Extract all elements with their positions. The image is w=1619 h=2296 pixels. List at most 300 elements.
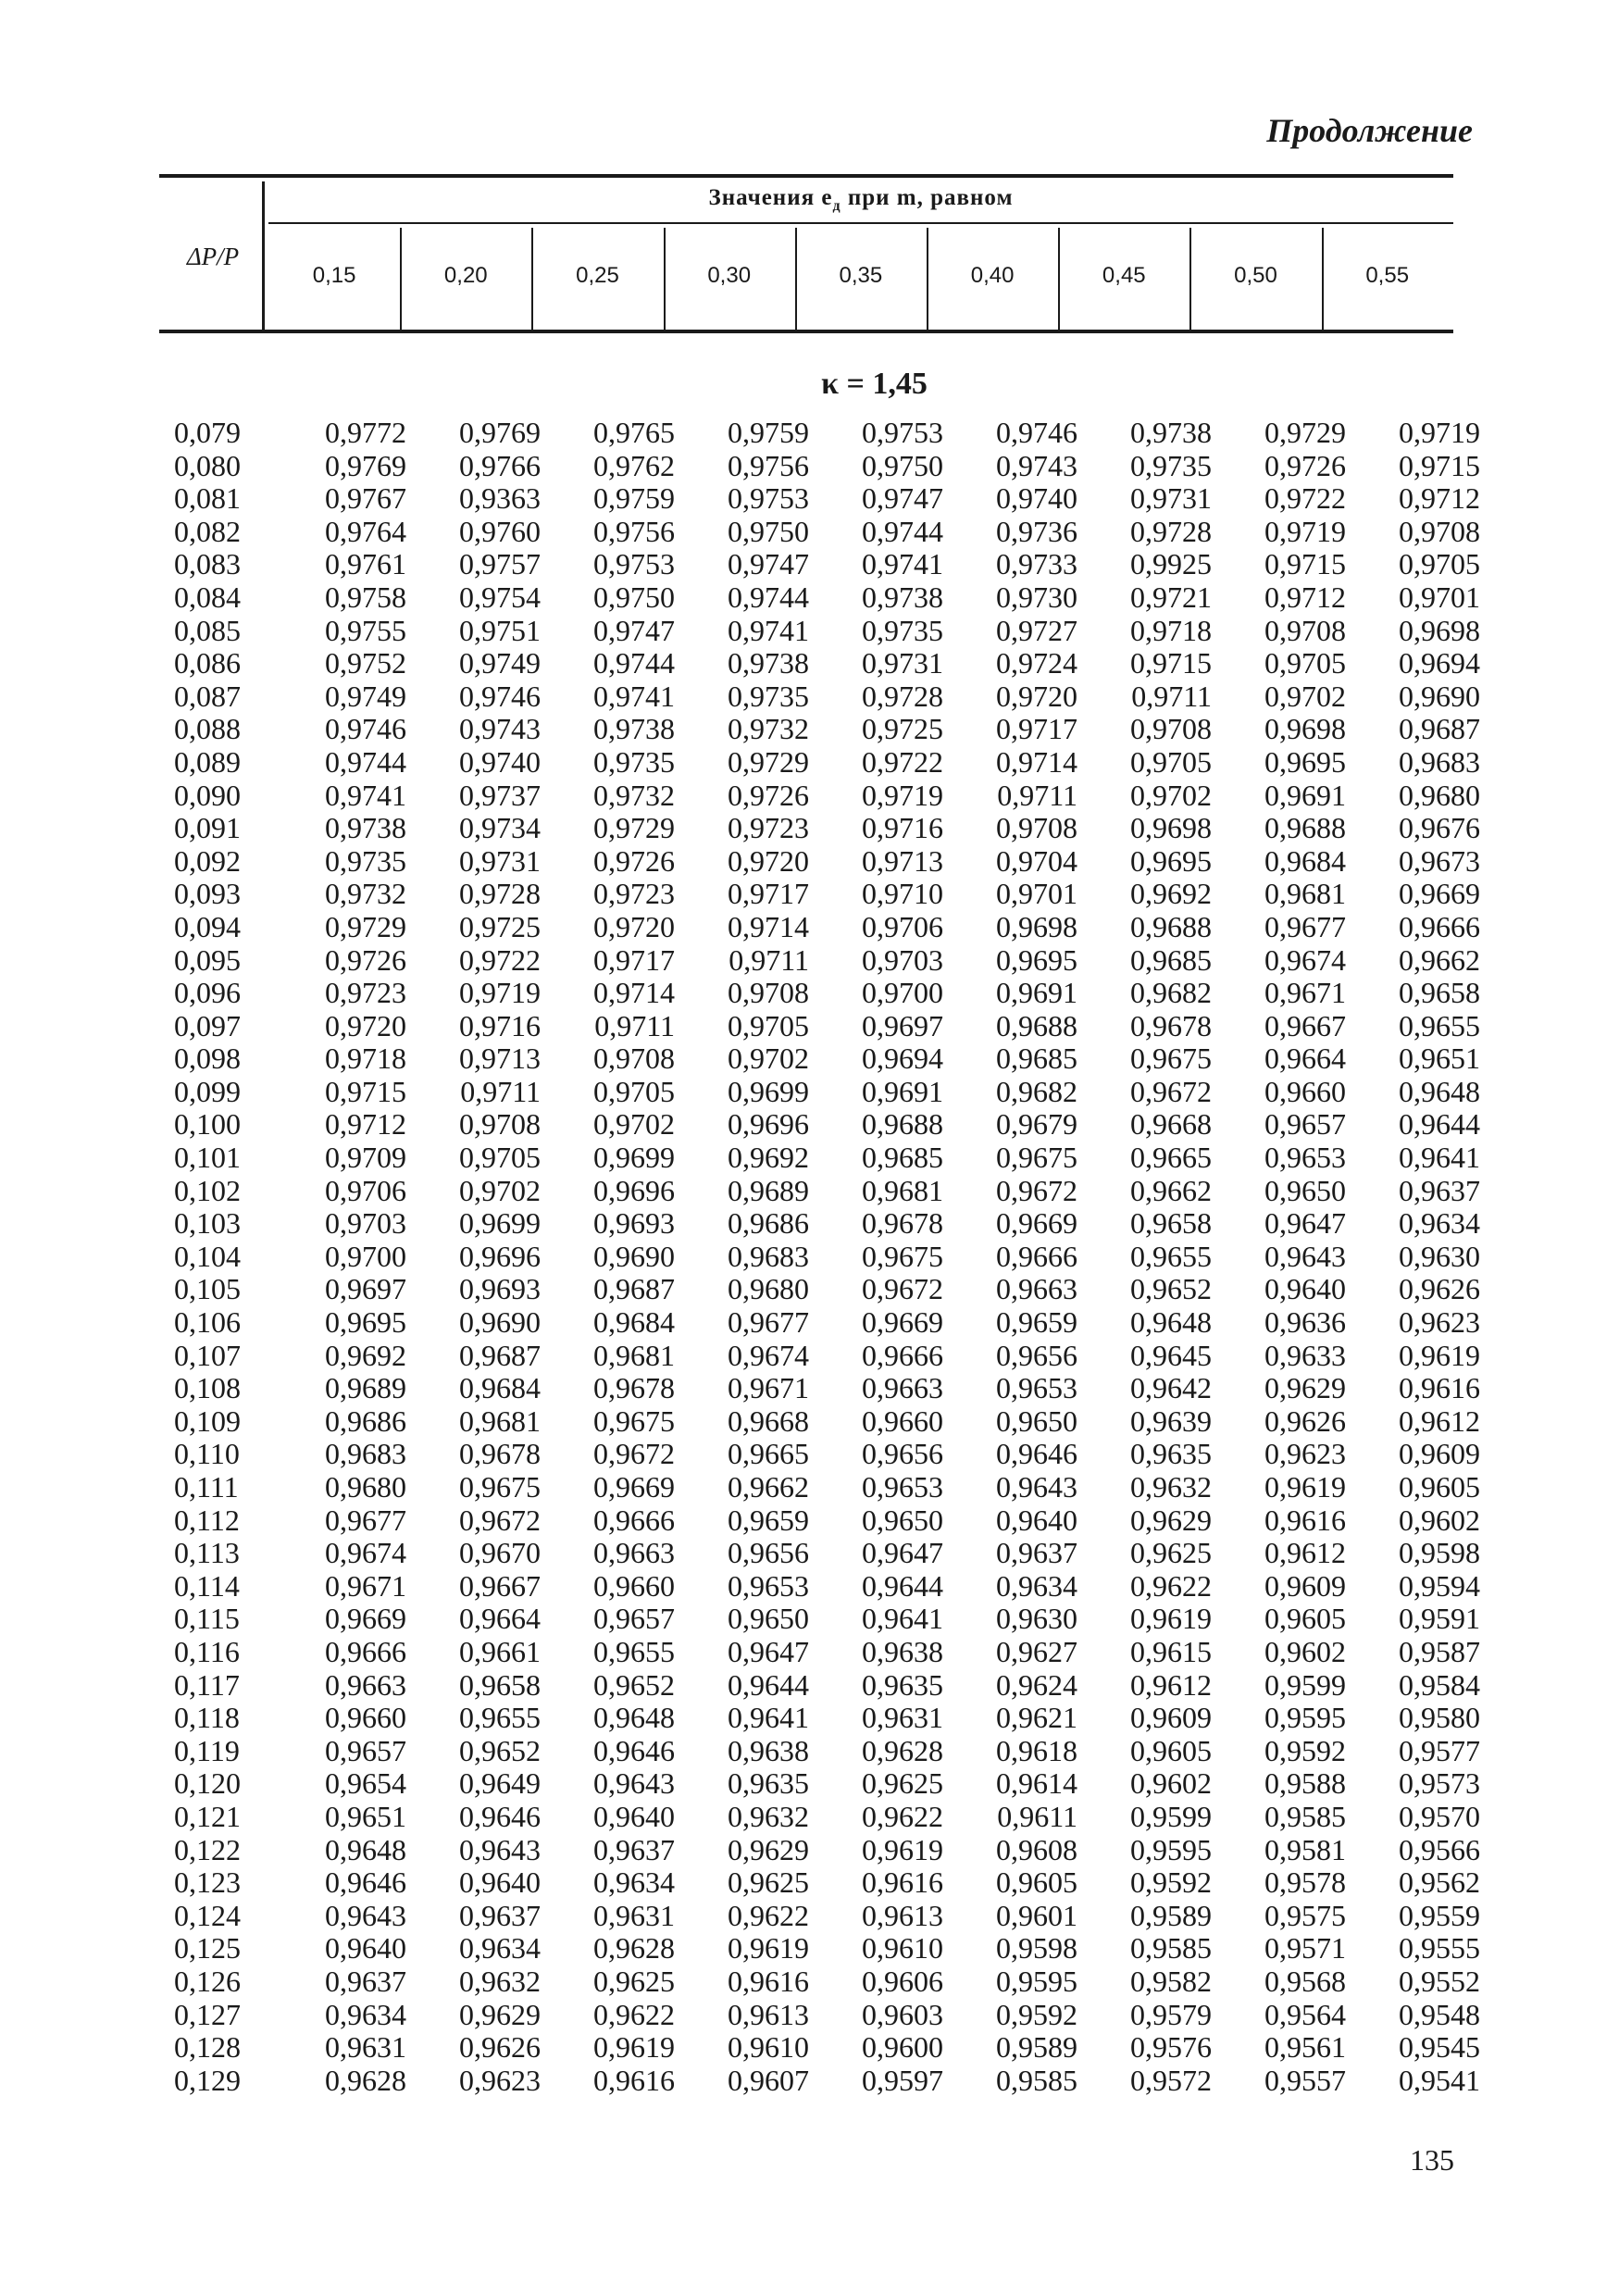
table-cell: 0,9655 <box>1130 1239 1212 1273</box>
table-cell: 0,9743 <box>996 448 1077 482</box>
table-cell: 0,9756 <box>728 448 809 482</box>
table-cell: 0,9695 <box>1264 744 1346 779</box>
table-cell: 0,9750 <box>728 514 809 548</box>
table-row <box>167 1471 1480 1504</box>
table-cell: 0,9720 <box>996 679 1077 713</box>
table-cell: 0,9647 <box>862 1536 943 1570</box>
table-cell: 0,9699 <box>593 1141 675 1175</box>
row-label: 0,126 <box>174 1964 241 1998</box>
table-cell: 0,9685 <box>996 1042 1077 1076</box>
table-cell: 0,9666 <box>325 1634 406 1668</box>
table-cell: 0,9695 <box>1130 843 1212 878</box>
table-cell: 0,9675 <box>1130 1042 1212 1076</box>
table-cell: 0,9594 <box>1399 1568 1480 1603</box>
row-label: 0,108 <box>174 1371 241 1405</box>
table-cell: 0,9715 <box>1130 646 1212 680</box>
table-cell: 0,9632 <box>1130 1470 1212 1504</box>
table-cell: 0,9606 <box>862 1964 943 1998</box>
table-cell: 0,9740 <box>459 744 541 779</box>
column-divider <box>664 228 666 330</box>
table-cell: 0,9697 <box>862 1008 943 1042</box>
row-label: 0,116 <box>174 1634 240 1668</box>
table-row <box>167 1142 1480 1175</box>
table-cell: 0,9692 <box>1130 877 1212 911</box>
table-cell: 0,9637 <box>459 1898 541 1932</box>
table-cell: 0,9723 <box>325 976 406 1010</box>
table-cell: 0,9744 <box>593 646 675 680</box>
table-cell: 0,9644 <box>1399 1107 1480 1142</box>
table-cell: 0,9701 <box>996 877 1077 911</box>
table-cell: 0,9719 <box>1399 416 1480 449</box>
column-header: 0,25 <box>576 263 619 288</box>
table-row <box>167 581 1480 615</box>
table-cell: 0,9651 <box>325 1799 406 1833</box>
table-cell: 0,9662 <box>1130 1173 1212 1207</box>
table-cell: 0,9652 <box>459 1733 541 1767</box>
row-label: 0,093 <box>174 877 241 911</box>
table-row <box>167 1932 1480 1965</box>
table-cell: 0,9685 <box>862 1141 943 1175</box>
row-label: 0,106 <box>174 1305 241 1340</box>
table-cell: 0,9686 <box>728 1206 809 1241</box>
row-label: 0,114 <box>174 1568 240 1603</box>
table-cell: 0,9705 <box>1264 646 1346 680</box>
stub-header: ΔP/P <box>186 243 240 270</box>
row-label: 0,119 <box>174 1733 240 1767</box>
table-cell: 0,9672 <box>862 1272 943 1306</box>
table-row <box>167 1669 1480 1703</box>
table-cell: 0,9570 <box>1399 1799 1480 1833</box>
table-cell: 0,9610 <box>862 1931 943 1965</box>
table-cell: 0,9749 <box>459 646 541 680</box>
column-header: 0,15 <box>312 263 356 288</box>
row-label: 0,103 <box>174 1206 241 1241</box>
row-label: 0,104 <box>174 1239 241 1273</box>
table-row <box>167 548 1480 581</box>
row-label: 0,096 <box>174 976 241 1010</box>
table-cell: 0,9675 <box>593 1404 675 1438</box>
table-cell: 0,9663 <box>996 1272 1077 1306</box>
column-divider <box>927 228 928 330</box>
table-cell: 0,9719 <box>862 778 943 812</box>
table-row <box>167 944 1480 978</box>
table-cell: 0,9641 <box>728 1701 809 1735</box>
table-cell: 0,9714 <box>593 976 675 1010</box>
table-cell: 0,9648 <box>325 1832 406 1866</box>
column-divider <box>1322 228 1324 330</box>
table-cell: 0,9684 <box>459 1371 541 1405</box>
table-cell: 0,9541 <box>1399 2063 1480 2097</box>
row-label: 0,083 <box>174 547 241 581</box>
row-label: 0,105 <box>174 1272 241 1306</box>
table-cell: 0,9602 <box>1130 1766 1212 1801</box>
table-cell: 0,9702 <box>459 1173 541 1207</box>
table-cell: 0,9638 <box>862 1634 943 1668</box>
table-cell: 0,9638 <box>728 1733 809 1767</box>
table-cell: 0,9602 <box>1264 1634 1346 1668</box>
table-cell: 0,9629 <box>459 1997 541 2031</box>
table-cell: 0,9750 <box>862 448 943 482</box>
table-cell: 0,9711 <box>460 1074 541 1108</box>
table-cell: 0,9664 <box>459 1602 541 1636</box>
table-cell: 0,9711 <box>594 1008 675 1042</box>
table-row <box>167 1537 1480 1570</box>
table-row <box>167 615 1480 648</box>
table-cell: 0,9628 <box>325 2063 406 2097</box>
table-cell: 0,9723 <box>728 811 809 845</box>
table-cell: 0,9672 <box>996 1173 1077 1207</box>
table-cell: 0,9731 <box>862 646 943 680</box>
table-cell: 0,9706 <box>862 909 943 943</box>
table-cell: 0,9648 <box>1130 1305 1212 1340</box>
table-cell: 0,9661 <box>459 1634 541 1668</box>
table-cell: 0,9663 <box>325 1667 406 1702</box>
table-cell: 0,9625 <box>593 1964 675 1998</box>
table-cell: 0,9736 <box>996 514 1077 548</box>
table-cell: 0,9696 <box>728 1107 809 1142</box>
table-cell: 0,9555 <box>1399 1931 1480 1965</box>
table-cell: 0,9644 <box>728 1667 809 1702</box>
table-cell: 0,9680 <box>325 1470 406 1504</box>
table-cell: 0,9637 <box>593 1832 675 1866</box>
table-row <box>167 1010 1480 1043</box>
table-cell: 0,9717 <box>996 712 1077 746</box>
row-label: 0,122 <box>174 1832 241 1866</box>
table-cell: 0,9754 <box>459 580 541 614</box>
table-cell: 0,9744 <box>862 514 943 548</box>
table-cell: 0,9691 <box>1264 778 1346 812</box>
table-cell: 0,9602 <box>1399 1503 1480 1537</box>
table-cell: 0,9698 <box>1130 811 1212 845</box>
table-header-bottom-rule <box>159 330 1453 333</box>
table-cell: 0,9708 <box>459 1107 541 1142</box>
span-header-text: Значения e <box>708 185 833 210</box>
table-cell: 0,9666 <box>1399 909 1480 943</box>
table-cell: 0,9666 <box>593 1503 675 1537</box>
table-row <box>167 845 1480 879</box>
table-row <box>167 1999 1480 2032</box>
table-cell: 0,9708 <box>593 1042 675 1076</box>
table-cell: 0,9625 <box>862 1766 943 1801</box>
table-row <box>167 1175 1480 1208</box>
table-cell: 0,9680 <box>728 1272 809 1306</box>
table-cell: 0,9729 <box>728 744 809 779</box>
table-cell: 0,9669 <box>325 1602 406 1636</box>
table-cell: 0,9766 <box>459 448 541 482</box>
table-cell: 0,9612 <box>1399 1404 1480 1438</box>
table-row <box>167 1702 1480 1735</box>
table-cell: 0,9746 <box>325 712 406 746</box>
table-row <box>167 680 1480 714</box>
table-row <box>167 1405 1480 1439</box>
table-cell: 0,9708 <box>1264 613 1346 647</box>
table-cell: 0,9648 <box>593 1701 675 1735</box>
table-cell: 0,9734 <box>459 811 541 845</box>
table-cell: 0,9631 <box>593 1898 675 1932</box>
row-label: 0,095 <box>174 942 241 977</box>
table-cell: 0,9760 <box>459 514 541 548</box>
table-cell: 0,9733 <box>996 547 1077 581</box>
table-cell: 0,9674 <box>728 1338 809 1372</box>
table-cell: 0,9741 <box>728 613 809 647</box>
table-cell: 0,9683 <box>728 1239 809 1273</box>
table-cell: 0,9722 <box>862 744 943 779</box>
table-cell: 0,9762 <box>593 448 675 482</box>
table-cell: 0,9647 <box>1264 1206 1346 1241</box>
table-cell: 0,9693 <box>593 1206 675 1241</box>
table-cell: 0,9631 <box>325 2030 406 2065</box>
row-label: 0,129 <box>174 2063 241 2097</box>
table-cell: 0,9582 <box>1130 1964 1212 1998</box>
table-cell: 0,9605 <box>996 1866 1077 1900</box>
row-label: 0,098 <box>174 1042 241 1076</box>
table-cell: 0,9599 <box>1264 1667 1346 1702</box>
table-cell: 0,9668 <box>1130 1107 1212 1142</box>
table-cell: 0,9632 <box>728 1799 809 1833</box>
table-cell: 0,9759 <box>728 416 809 449</box>
row-label: 0,128 <box>174 2030 241 2065</box>
table-row <box>167 1273 1480 1306</box>
table-cell: 0,9675 <box>459 1470 541 1504</box>
table-cell: 0,9728 <box>1130 514 1212 548</box>
table-cell: 0,9609 <box>1264 1568 1346 1603</box>
table-cell: 0,9699 <box>728 1074 809 1108</box>
table-cell: 0,9681 <box>459 1404 541 1438</box>
table-row <box>167 1504 1480 1538</box>
table-cell: 0,9701 <box>1399 580 1480 614</box>
table-cell: 0,9601 <box>996 1898 1077 1932</box>
table-cell: 0,9686 <box>325 1404 406 1438</box>
table-row <box>167 1241 1480 1274</box>
table-cell: 0,9682 <box>1130 976 1212 1010</box>
table-cell: 0,9653 <box>728 1568 809 1603</box>
table-cell: 0,9676 <box>1399 811 1480 845</box>
table-cell: 0,9597 <box>862 2063 943 2097</box>
table-cell: 0,9683 <box>1399 744 1480 779</box>
table-cell: 0,9616 <box>1399 1371 1480 1405</box>
table-row <box>167 1801 1480 1834</box>
row-label: 0,113 <box>174 1536 240 1570</box>
table-cell: 0,9700 <box>325 1239 406 1273</box>
table-cell: 0,9575 <box>1264 1898 1346 1932</box>
table-cell: 0,9747 <box>728 547 809 581</box>
table-cell: 0,9695 <box>325 1305 406 1340</box>
table-cell: 0,9735 <box>1130 448 1212 482</box>
table-cell: 0,9713 <box>459 1042 541 1076</box>
table-cell: 0,9702 <box>1130 778 1212 812</box>
span-header <box>268 185 1453 215</box>
table-row <box>167 812 1480 845</box>
table-cell: 0,9622 <box>728 1898 809 1932</box>
table-cell: 0,9657 <box>325 1733 406 1767</box>
table-cell: 0,9677 <box>728 1305 809 1340</box>
row-label: 0,121 <box>174 1799 241 1833</box>
table-cell: 0,9714 <box>728 909 809 943</box>
table-cell: 0,9689 <box>728 1173 809 1207</box>
table-cell: 0,9741 <box>593 679 675 713</box>
table-cell: 0,9712 <box>1264 580 1346 614</box>
table-cell: 0,9637 <box>996 1536 1077 1570</box>
table-cell: 0,9718 <box>1130 613 1212 647</box>
table-cell: 0,9688 <box>1264 811 1346 845</box>
table-cell: 0,9688 <box>996 1008 1077 1042</box>
table-cell: 0,9650 <box>1264 1173 1346 1207</box>
table-cell: 0,9706 <box>325 1173 406 1207</box>
table-cell: 0,9738 <box>593 712 675 746</box>
table-cell: 0,9702 <box>1264 679 1346 713</box>
table-cell: 0,9698 <box>1399 613 1480 647</box>
table-cell: 0,9666 <box>996 1239 1077 1273</box>
row-label: 0,112 <box>174 1503 240 1537</box>
table-row <box>167 1965 1480 1999</box>
table-cell: 0,9681 <box>593 1338 675 1372</box>
table-cell: 0,9659 <box>996 1305 1077 1340</box>
table-cell: 0,9698 <box>996 909 1077 943</box>
table-cell: 0,9572 <box>1130 2063 1212 2097</box>
table-cell: 0,9727 <box>996 613 1077 647</box>
table-cell: 0,9632 <box>459 1964 541 1998</box>
table-cell: 0,9577 <box>1399 1733 1480 1767</box>
row-label: 0,090 <box>174 778 241 812</box>
table-row <box>167 713 1480 746</box>
table-cell: 0,9568 <box>1264 1964 1346 1998</box>
table-row <box>167 746 1480 780</box>
table-cell: 0,9677 <box>325 1503 406 1537</box>
row-label: 0,118 <box>174 1701 240 1735</box>
table-row <box>167 1767 1480 1801</box>
table-cell: 0,9689 <box>325 1371 406 1405</box>
table-cell: 0,9711 <box>997 778 1077 812</box>
row-label: 0,099 <box>174 1074 241 1108</box>
table-cell: 0,9636 <box>1264 1305 1346 1340</box>
span-header-tail: при m, равном <box>841 185 1014 210</box>
table-cell: 0,9616 <box>593 2063 675 2097</box>
table-cell: 0,9643 <box>1264 1239 1346 1273</box>
table-cell: 0,9588 <box>1264 1766 1346 1801</box>
row-label: 0,081 <box>174 481 241 516</box>
table-cell: 0,9625 <box>728 1866 809 1900</box>
table-cell: 0,9675 <box>862 1239 943 1273</box>
table-cell: 0,9650 <box>996 1404 1077 1438</box>
table-cell: 0,9732 <box>728 712 809 746</box>
table-cell: 0,9691 <box>996 976 1077 1010</box>
column-header: 0,45 <box>1102 263 1146 288</box>
table-cell: 0,9738 <box>1130 416 1212 449</box>
table-cell: 0,9764 <box>325 514 406 548</box>
row-label: 0,089 <box>174 744 241 779</box>
table-cell: 0,9746 <box>459 679 541 713</box>
table-cell: 0,9363 <box>459 481 541 516</box>
table-cell: 0,9674 <box>1264 942 1346 977</box>
row-label: 0,115 <box>174 1602 240 1636</box>
table-cell: 0,9719 <box>1264 514 1346 548</box>
row-label: 0,080 <box>174 448 241 482</box>
table-row <box>167 1834 1480 1867</box>
table-subtitle <box>0 367 1619 402</box>
table-cell: 0,9669 <box>862 1305 943 1340</box>
table-cell: 0,9573 <box>1399 1766 1480 1801</box>
page-number: 135 <box>1410 2143 1454 2177</box>
column-header: 0,40 <box>970 263 1015 288</box>
table-cell: 0,9634 <box>459 1931 541 1965</box>
table-cell: 0,9647 <box>728 1634 809 1668</box>
table-cell: 0,9687 <box>459 1338 541 1372</box>
table-cell: 0,9623 <box>1264 1437 1346 1471</box>
table-cell: 0,9731 <box>459 843 541 878</box>
table-cell: 0,9630 <box>996 1602 1077 1636</box>
table-cell: 0,9605 <box>1130 1733 1212 1767</box>
table-cell: 0,9671 <box>728 1371 809 1405</box>
table-cell: 0,9650 <box>728 1602 809 1636</box>
table-cell: 0,9720 <box>728 843 809 878</box>
table-cell: 0,9622 <box>862 1799 943 1833</box>
table-cell: 0,9605 <box>1264 1602 1346 1636</box>
table-row <box>167 417 1480 450</box>
table-cell: 0,9651 <box>1399 1042 1480 1076</box>
table-cell: 0,9609 <box>1130 1701 1212 1735</box>
row-label: 0,127 <box>174 1997 241 2031</box>
table-cell: 0,9699 <box>459 1206 541 1241</box>
table-cell: 0,9724 <box>996 646 1077 680</box>
table-cell: 0,9640 <box>996 1503 1077 1537</box>
table-cell: 0,9641 <box>1399 1141 1480 1175</box>
table-cell: 0,9552 <box>1399 1964 1480 1998</box>
table-cell: 0,9752 <box>325 646 406 680</box>
table-cell: 0,9628 <box>862 1733 943 1767</box>
table-cell: 0,9691 <box>862 1074 943 1108</box>
table-cell: 0,9698 <box>1264 712 1346 746</box>
row-label: 0,107 <box>174 1338 241 1372</box>
table-cell: 0,9612 <box>1130 1667 1212 1702</box>
table-cell: 0,9704 <box>996 843 1077 878</box>
table-cell: 0,9741 <box>325 778 406 812</box>
table-row <box>167 1076 1480 1109</box>
table-cell: 0,9639 <box>1130 1404 1212 1438</box>
row-label: 0,125 <box>174 1931 241 1965</box>
table-cell: 0,9679 <box>996 1107 1077 1142</box>
table-cell: 0,9737 <box>459 778 541 812</box>
table-cell: 0,9678 <box>862 1206 943 1241</box>
table-cell: 0,9623 <box>459 2063 541 2097</box>
table-cell: 0,9700 <box>862 976 943 1010</box>
table-cell: 0,9623 <box>1399 1305 1480 1340</box>
table-cell: 0,9717 <box>593 942 675 977</box>
table-cell: 0,9756 <box>593 514 675 548</box>
row-label: 0,110 <box>174 1437 240 1471</box>
table-row <box>167 780 1480 813</box>
table-cell: 0,9669 <box>1399 877 1480 911</box>
row-label: 0,085 <box>174 613 241 647</box>
data-table <box>167 417 1480 2097</box>
table-cell: 0,9726 <box>728 778 809 812</box>
row-label: 0,088 <box>174 712 241 746</box>
table-cell: 0,9726 <box>1264 448 1346 482</box>
table-cell: 0,9657 <box>1264 1107 1346 1142</box>
table-cell: 0,9653 <box>1264 1141 1346 1175</box>
column-header: 0,20 <box>443 263 488 288</box>
table-row <box>167 1866 1480 1900</box>
table-cell: 0,9591 <box>1399 1602 1480 1636</box>
span-header-subscript: д <box>832 198 841 214</box>
table-cell: 0,9755 <box>325 613 406 647</box>
table-cell: 0,9703 <box>325 1206 406 1241</box>
table-cell: 0,9678 <box>459 1437 541 1471</box>
row-label: 0,117 <box>174 1667 240 1702</box>
table-cell: 0,9772 <box>325 416 406 449</box>
table-cell: 0,9696 <box>593 1173 675 1207</box>
row-label: 0,084 <box>174 580 241 614</box>
table-cell: 0,9681 <box>1264 877 1346 911</box>
